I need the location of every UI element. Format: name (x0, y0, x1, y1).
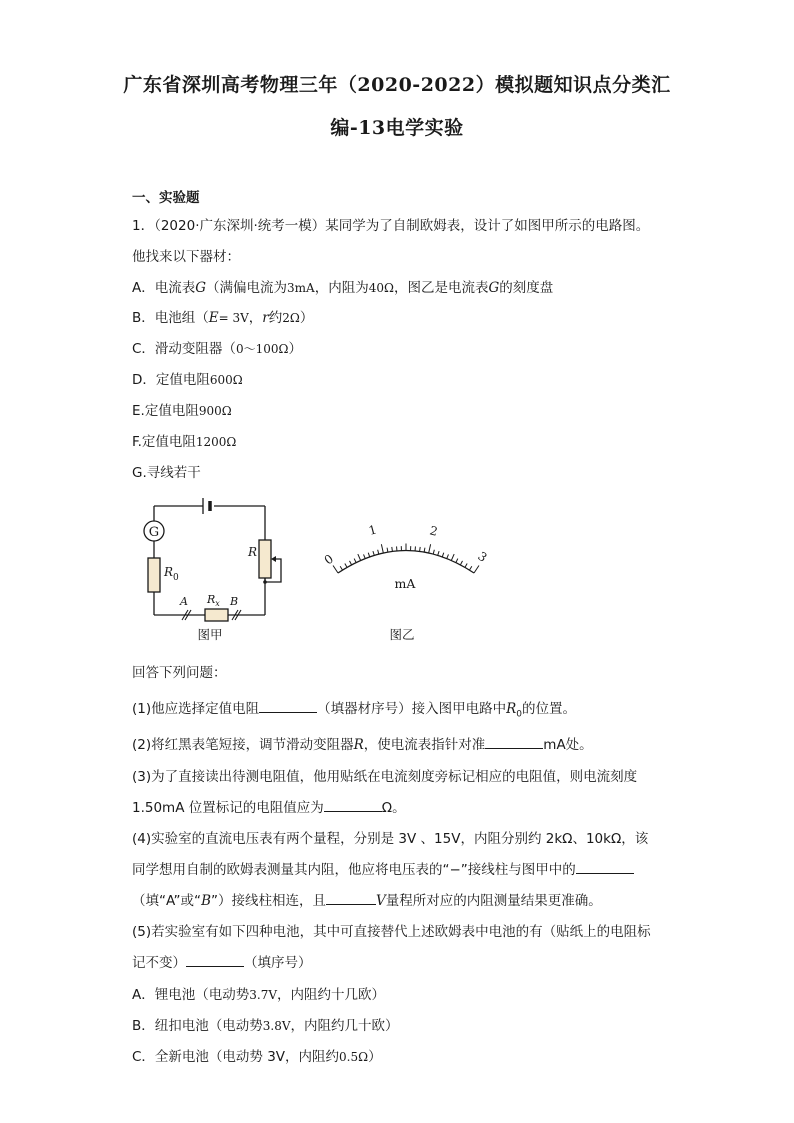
sub-question-3-line-2: 1.50mA 位置标记的电阻值应为 Ω。 (132, 800, 406, 816)
dial-label-3: 3 (475, 548, 490, 565)
dial-tick (373, 551, 374, 555)
dial-tick (333, 565, 338, 573)
dial-tick (340, 566, 342, 570)
rx-label: $R_x$ (207, 593, 220, 608)
material-a: A．电流表G（满偏电流为3mA，内阻为40Ω，图乙是电流表G的刻度盘 (132, 280, 554, 296)
terminal-a-label: A (180, 595, 188, 608)
section-heading: 一、实验题 (132, 190, 200, 206)
meter-dial-yi (318, 510, 498, 645)
dial-tick (358, 554, 361, 560)
sub-question-3-line-1: (3)为了直接读出待测电阻值，他用贴纸在电流刻度旁标记相应的电阻值，则电流刻度 (132, 769, 638, 785)
sub-question-4-line-3: （填“A”或“B”）接线柱相连，且 V量程所对应的内阻测量结果更准确。 (132, 893, 602, 909)
r0-label: $R_0$ (164, 565, 179, 583)
dial-tick (392, 547, 393, 551)
sub-question-2: (2)将红黑表笔短接，调节滑动变阻器R，使电流表指针对准 mA处。 (132, 737, 593, 753)
sub-question-5-line-1: (5)若实验室有如下四种电池，其中可直接替代上述欧姆表中电池的有（贴纸上的电阻标 (132, 924, 651, 940)
sub-question-1: (1)他应选择定值电阻 （填器材序号）接入图甲电路中$R_0$的位置。 (132, 701, 577, 720)
fixed-resistor-r0-icon (148, 558, 179, 592)
figure-yi-caption: 图乙 (389, 627, 415, 642)
dial-tick (465, 564, 467, 568)
question-intro-2: 他找来以下器材： (132, 249, 240, 265)
answer-blank-3[interactable] (324, 799, 382, 812)
material-f: F.定值电阻1200Ω (132, 434, 237, 450)
dial-tick (381, 544, 383, 553)
answer-prompt: 回答下列问题： (132, 665, 227, 681)
dial-tick (387, 548, 388, 552)
dial-ticks (333, 544, 479, 574)
dial-tick (420, 547, 421, 551)
answer-blank-4a[interactable] (576, 861, 634, 874)
material-c: C．滑动变阻器（0～100Ω） (132, 341, 302, 357)
dial-tick (429, 544, 431, 553)
figure-jia-caption: 图甲 (197, 627, 223, 642)
dial-tick (424, 548, 425, 552)
dial-tick (447, 554, 449, 558)
unknown-resistor-rx-icon (205, 593, 228, 621)
material-d: D．定值电阻600Ω (132, 372, 243, 388)
question-intro-1: 1．（2020·广东深圳·统考一模）某同学为了自制欧姆表，设计了如图甲所示的电路图。 (132, 218, 650, 234)
dial-tick (368, 553, 369, 557)
material-e: E.定值电阻900Ω (132, 403, 232, 419)
rheostat-icon (247, 540, 281, 584)
dial-tick (349, 561, 351, 565)
dial-label-0: 0 (321, 551, 336, 568)
dial-tick (442, 553, 443, 557)
dial-unit: mA (394, 576, 416, 591)
material-g: G.寻线若干 (132, 465, 201, 481)
dial-tick (438, 551, 439, 555)
terminal-b-icon (229, 595, 241, 620)
dial-label-2: 2 (428, 523, 440, 539)
dial-tick (460, 561, 462, 565)
sub-question-4-line-2: 同学想用自制的欧姆表测量其内阻，他应将电压表的“−”接线柱与图甲中的 (132, 858, 634, 878)
dial-tick (354, 559, 356, 563)
option-c: C．全新电池（电动势 3V，内阻约0.5Ω） (132, 1049, 382, 1065)
document-title-line-2: 编-13电学实验 (330, 117, 464, 139)
dial-tick (433, 550, 434, 554)
dial-tick (469, 566, 471, 570)
document-title-line-1: 广东省深圳高考物理三年（2020-2022）模拟题知识点分类汇 (123, 74, 671, 96)
battery-icon (203, 498, 210, 514)
sub-question-4-line-1: (4)实验室的直流电压表有两个量程，分别是 3V 、15V，内阻分别约 2kΩ、10kΩ，该 (132, 831, 649, 847)
option-b: B．纽扣电池（电动势3.8V，内阻约几十欧） (132, 1018, 399, 1034)
option-a: A．锂电池（电动势3.7V，内阻约十几欧） (132, 987, 385, 1003)
answer-blank-5[interactable] (186, 954, 244, 967)
dial-tick (364, 554, 366, 558)
dial-tick (345, 564, 347, 568)
galvanometer-label: G (148, 525, 160, 540)
circuit-diagram-jia (132, 488, 292, 648)
dial-tick (456, 559, 458, 563)
answer-blank-1[interactable] (259, 700, 317, 713)
dial-label-1: 1 (367, 522, 379, 538)
dial-tick (378, 550, 379, 554)
answer-blank-2[interactable] (485, 736, 543, 749)
answer-blank-4b[interactable] (326, 892, 376, 905)
dial-tick (451, 554, 454, 560)
rheostat-label: R (248, 545, 258, 559)
dial-arc (338, 551, 474, 574)
galvanometer-icon (144, 521, 164, 541)
dial-tick (474, 565, 479, 573)
sub-question-5-line-2: 记不变） （填序号） (132, 955, 312, 971)
terminal-b-label: B (230, 595, 239, 608)
material-b: B．电池组（E= 3V，r约2Ω） (132, 310, 314, 326)
terminal-a-icon (179, 595, 191, 620)
